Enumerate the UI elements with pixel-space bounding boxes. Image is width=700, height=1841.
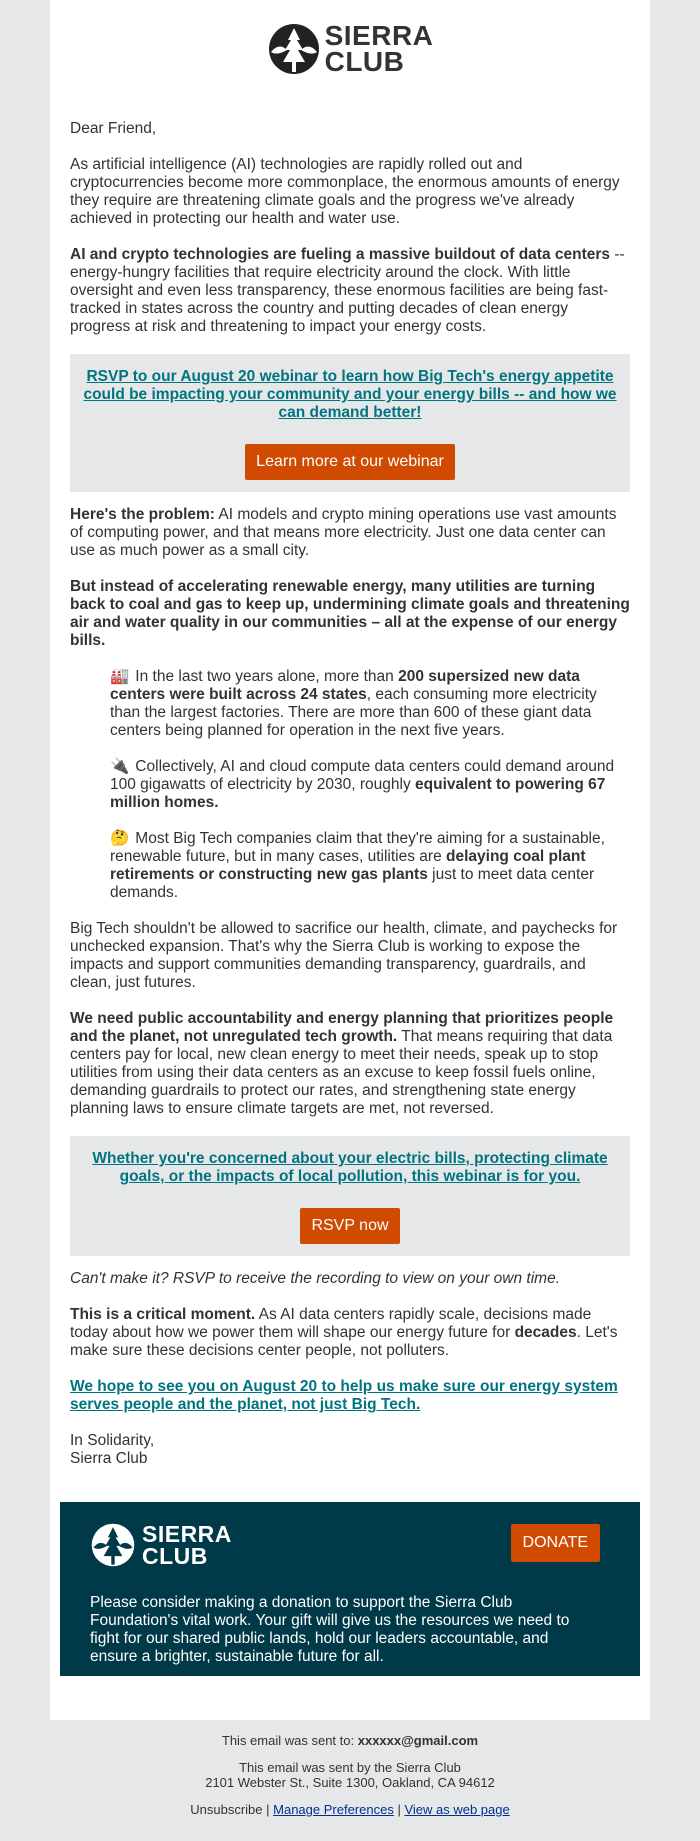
rsvp-webinar-link[interactable]: RSVP to our August 20 webinar to learn how Big Tech's energy appetite could be impacting your community and your energy bills -- and how we can demand better! <box>83 368 617 421</box>
email-body <box>50 0 650 1720</box>
sierra-club-logo[interactable] <box>50 22 650 76</box>
bigtech-paragraph: Big Tech shouldn't be allowed to sacrifice our health, climate, and paychecks for unchecked expansion. That's why the Sierra Club is working to expose the impacts and support communities demanding transparency, guardrails, and clean, just futures. <box>70 920 618 991</box>
webinar-cta-box <box>70 354 630 492</box>
sent-to-line: This email was sent to: xxxxxx@gmail.com <box>221 1733 479 1748</box>
footer-logo-wordmark: SIERRA CLUB <box>142 1521 232 1569</box>
donate-button[interactable]: DONATE <box>511 1524 600 1562</box>
signoff: In Solidarity, Sierra Club <box>70 1432 155 1467</box>
rsvp-cta-box <box>70 1136 630 1256</box>
bullet-item: 🔌 Collectively, AI and cloud compute data centers could demand around 100 gigawatts of electricity by 2030, roughly equivalent to powering 67 million homes. <box>110 758 615 811</box>
intro-paragraph: As artificial intelligence (AI) technologies are rapidly rolled out and cryptocurrencies become more commonplace, the enormous amounts of energy they require are threatening climate goals and the progress we've already achieved in protecting our health and water use. <box>70 156 620 227</box>
accountability-paragraph: We need public accountability and energy planning that prioritizes people and the planet, not unregulated tech growth. That means requiring that data centers pay for local, new clean energy to meet their needs, speak up to stop utilities from using their data centers as an excuse to keep fossil fuels online, demanding guardrails to protect our rates, and strengthening state energy planning laws to ensure climate targets are met, not reversed. <box>70 1010 614 1117</box>
problem-paragraph: Here's the problem: AI models and crypto mining operations use vast amounts of computing power, and that means more electricity. Just one data center can use as much power as a small city. <box>70 506 617 559</box>
learn-more-button[interactable]: Learn more at our webinar <box>245 444 455 480</box>
tree-globe-icon <box>90 1522 136 1568</box>
rsvp-now-button[interactable]: RSVP now <box>300 1208 399 1244</box>
donation-appeal-text: Please consider making a donation to support the Sierra Club Foundation's vital work. Your gift will give us the resources we need to fight for our shared public lands, hold our leaders accountable, and ensure a brighter, sustainable future for all. <box>90 1594 570 1665</box>
plug-icon: 🔌 <box>110 758 130 775</box>
thinking-face-icon: 🤔 <box>110 830 130 847</box>
bullet-item: 🏭 In the last two years alone, more than 200 supersized new data centers were built across 24 states, each consuming more electricity than the largest factories. There are more than 600 of these giant data centers being planned for operation in the next five years. <box>110 668 597 739</box>
bullet-item: 🤔 Most Big Tech companies claim that they're aiming for a sustainable, renewable future, but in many cases, utilities are delaying coal plant retirements or constructing new gas plants just to meet data center demands. <box>110 830 605 901</box>
view-web-page-link[interactable]: View as web page <box>404 1802 510 1817</box>
footer-logo[interactable] <box>90 1522 232 1568</box>
greeting: Dear Friend, <box>70 120 157 137</box>
legal-footer <box>0 1733 700 1829</box>
bullet-list <box>110 668 630 902</box>
utilities-paragraph: But instead of accelerating renewable energy, many utilities are turning back to coal and gas to keep up, undermining climate goals and threatening air and water quality in our communities – all at the expense of our energy bills. <box>70 578 630 649</box>
hope-link[interactable]: We hope to see you on August 20 to help us make sure our energy system serves people and the planet, not just Big Tech. <box>70 1378 618 1413</box>
main-content <box>70 120 630 1468</box>
cant-make-it-text: Can't make it? RSVP to receive the recording to view on your own time. <box>70 1270 560 1287</box>
concerned-webinar-link[interactable]: Whether you're concerned about your electric bills, protecting climate goals, or the impacts of local pollution, this webinar is for you. <box>92 1150 608 1185</box>
buildout-paragraph: AI and crypto technologies are fueling a massive buildout of data centers -- energy-hungry facilities that require electricity around the clock. With little oversight and even less transparency, these enormous facilities are being fast-tracked in states across the country and putting decades of clean energy progress at risk and threatening to impact your energy costs. <box>70 246 625 335</box>
factory-icon: 🏭 <box>110 668 130 685</box>
donation-footer <box>60 1502 640 1676</box>
footer-links: Unsubscribe | Manage Preferences | View as web page <box>190 1802 510 1817</box>
unsubscribe-link[interactable]: Unsubscribe <box>190 1802 263 1817</box>
tree-globe-icon <box>267 22 321 76</box>
critical-moment-paragraph: This is a critical moment. As AI data centers rapidly scale, decisions made today about how we power them will shape our energy future for decades. Let's make sure these decisions center people, not polluters. <box>70 1306 618 1359</box>
sent-by-block: This email was sent by the Sierra Club 2101 Webster St., Suite 1300, Oakland, CA 94612 <box>205 1760 495 1790</box>
hope-paragraph <box>70 1378 630 1414</box>
logo-wordmark: SIERRA CLUB <box>324 20 434 77</box>
manage-preferences-link[interactable]: Manage Preferences <box>273 1802 394 1817</box>
